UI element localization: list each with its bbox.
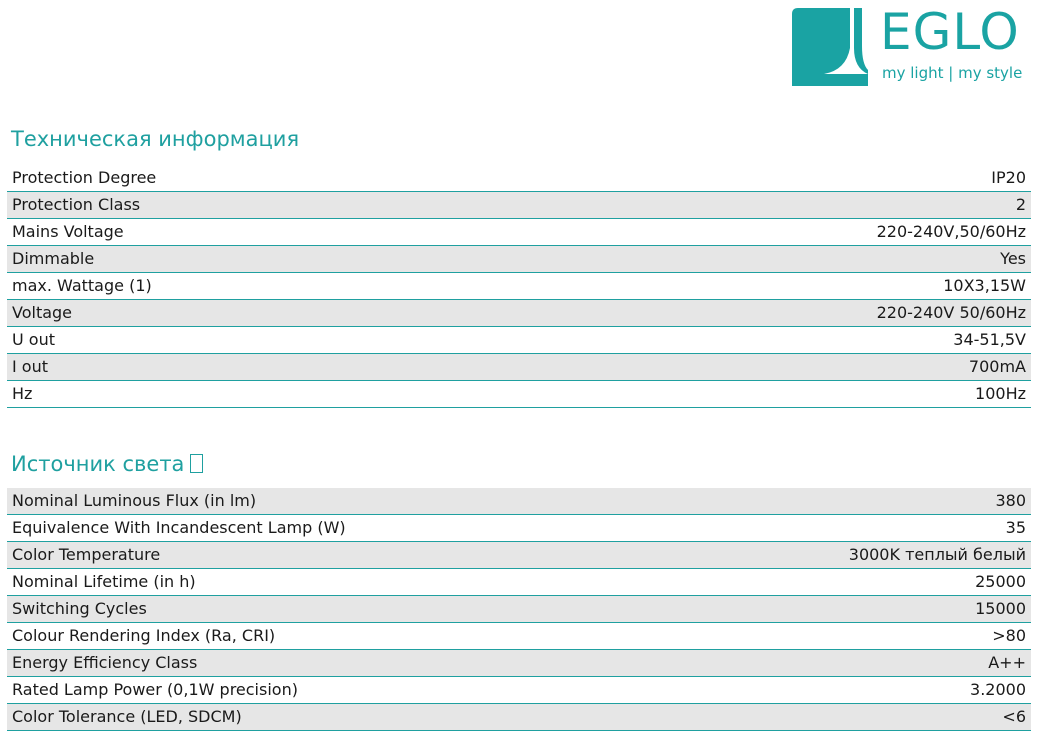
row-label: Rated Lamp Power (0,1W precision) [7, 677, 670, 704]
row-label: Protection Degree [7, 165, 511, 192]
row-value: 3.2000 [670, 677, 1031, 704]
table-row [7, 650, 1031, 677]
row-value: Yes [511, 246, 1031, 273]
logo-brand-text: EGLO [880, 3, 1020, 61]
table-row [7, 165, 1031, 192]
row-label: Color Temperature [7, 542, 670, 569]
row-label: Voltage [7, 300, 511, 327]
table-row [7, 300, 1031, 327]
table-row [7, 515, 1031, 542]
row-label: Switching Cycles [7, 596, 670, 623]
light-source-title [11, 450, 203, 478]
row-label: Dimmable [7, 246, 511, 273]
table-row [7, 246, 1031, 273]
row-value: IP20 [511, 165, 1031, 192]
lamp-logo-icon [788, 4, 870, 86]
logo-tagline: my light | my style [882, 64, 1023, 82]
eglo-logo [788, 4, 1038, 88]
row-label: U out [7, 327, 511, 354]
row-label: Mains Voltage [7, 219, 511, 246]
tech-info-table [7, 165, 1031, 408]
table-row [7, 192, 1031, 219]
row-value: 380 [670, 488, 1031, 515]
row-label: Protection Class [7, 192, 511, 219]
light-source-title-text: Источник света [11, 452, 185, 476]
table-row [7, 273, 1031, 300]
table-row [7, 354, 1031, 381]
row-label: I out [7, 354, 511, 381]
row-value: 700mA [511, 354, 1031, 381]
row-label: Hz [7, 381, 511, 408]
table-row [7, 381, 1031, 408]
table-row [7, 623, 1031, 650]
table-row [7, 542, 1031, 569]
row-label: Equivalence With Incandescent Lamp (W) [7, 515, 670, 542]
row-value: 15000 [670, 596, 1031, 623]
row-value: 35 [670, 515, 1031, 542]
row-value: <6 [670, 704, 1031, 731]
table-row [7, 219, 1031, 246]
table-row [7, 327, 1031, 354]
row-label: Nominal Luminous Flux (in lm) [7, 488, 670, 515]
row-label: Color Tolerance (LED, SDCM) [7, 704, 670, 731]
table-row [7, 488, 1031, 515]
table-row [7, 569, 1031, 596]
row-value: >80 [670, 623, 1031, 650]
row-value: 2 [511, 192, 1031, 219]
row-value: 34-51,5V [511, 327, 1031, 354]
tech-info-title: Техническая информация [11, 127, 300, 151]
row-value: A++ [670, 650, 1031, 677]
row-label: Nominal Lifetime (in h) [7, 569, 670, 596]
row-value: 10X3,15W [511, 273, 1031, 300]
row-label: max. Wattage (1) [7, 273, 511, 300]
table-row [7, 596, 1031, 623]
row-label: Energy Efficiency Class [7, 650, 670, 677]
row-value: 25000 [670, 569, 1031, 596]
row-value: 100Hz [511, 381, 1031, 408]
row-value: 3000K теплый белый [670, 542, 1031, 569]
table-row [7, 677, 1031, 704]
row-value: 220-240V,50/60Hz [511, 219, 1031, 246]
row-label: Colour Rendering Index (Ra, CRI) [7, 623, 670, 650]
table-row [7, 704, 1031, 731]
row-value: 220-240V 50/60Hz [511, 300, 1031, 327]
light-source-table [7, 488, 1031, 731]
missing-glyph-icon [190, 454, 203, 473]
